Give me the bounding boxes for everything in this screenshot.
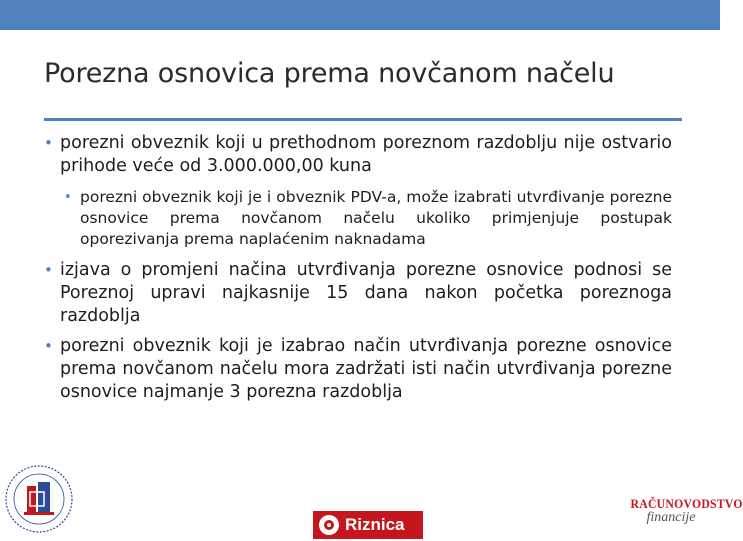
slide-title: Porezna osnovica prema novčanom načelu (44, 58, 615, 89)
bullet-dot-icon: • (44, 134, 53, 152)
racunovodstvo-logo-subtitle: financije (646, 510, 696, 525)
bullet-text: izjava o promjeni načina utvrđivanja porezne osnovice podnosi se Poreznoj upravi najkasnije 15 dana nakon početka poreznoga razdoblja (60, 260, 672, 326)
bullet-dot-icon: • (64, 190, 72, 205)
sub-bullet-item (44, 187, 672, 250)
bullet-list (44, 132, 672, 404)
racunovodstvo-financije-logo (626, 496, 743, 538)
bullet-text: porezni obveznik koji je i obveznik PDV-a, može izabrati utvrđivanje porezne osnovice prema novčanom načelu ukoliko primjenjuje postupak oporezivanja prema naplaćenim naknadama (80, 188, 672, 248)
top-accent-band (0, 0, 720, 30)
racunovodstvo-logo-title: RAČUNOVODSTVO (630, 496, 743, 511)
riznica-logo (313, 511, 423, 539)
riznica-logo-text: Riznica (345, 515, 405, 534)
bullet-item (44, 259, 672, 328)
association-seal-logo (4, 462, 74, 536)
bullet-text: porezni obveznik koji u prethodnom poreznom razdoblju nije ostvario prihode veće od 3.000.000,00 kuna (60, 133, 672, 176)
bullet-item (44, 132, 672, 178)
bullet-item (44, 335, 672, 404)
bullet-text: porezni obveznik koji je izabrao način utvrđivanja porezne osnovice prema novčanom načelu mora zadržati isti način utvrđivanja porezne osnovice najmanje 3 porezna razdoblja (60, 336, 672, 402)
title-underline (44, 118, 682, 121)
riznica-emblem-icon (319, 515, 339, 535)
bullet-dot-icon: • (44, 337, 53, 355)
bullet-dot-icon: • (44, 261, 53, 279)
